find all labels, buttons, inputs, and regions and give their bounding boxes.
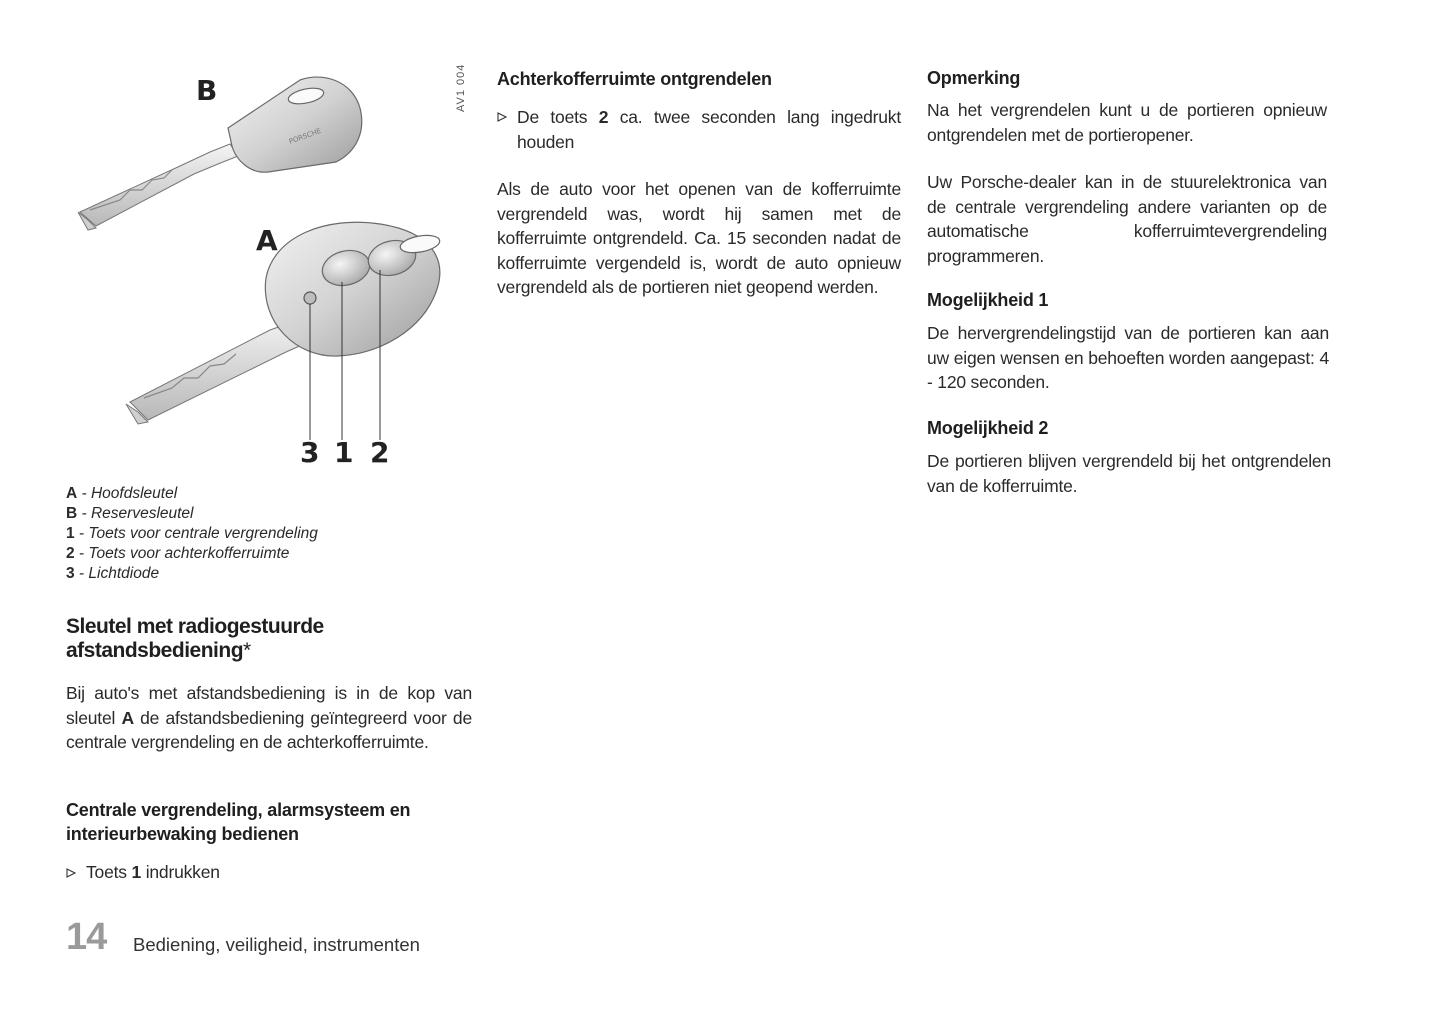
- section-title: Bediening, veiligheid, instrumenten: [133, 934, 420, 955]
- caption-item: B - Reservesleutel: [66, 505, 194, 522]
- option-2-paragraph: De portieren blijven vergrendeld bij het ontgrendelen van de kofferruimte.: [927, 451, 1331, 496]
- dealer-paragraph: Uw Porsche-dealer kan in de stuurelektronica van de centrale vergrendeling andere varianten op de automatische kofferruimtevergrendeling programmeren.: [927, 172, 1327, 266]
- trunk-unlock-paragraph: Als de auto voor het openen van de kofferruimte vergrendeld was, wordt hij samen met de kofferruimte ontgrendeld. Ca. 15 seconden nadat de kofferruimte vergendeld is, wordt de auto opnieuw vergrendeld als de portieren niet geopend werden.: [497, 179, 901, 297]
- caption-item: 1 - Toets voor centrale vergrendeling: [66, 525, 318, 542]
- key-figure: [60, 60, 480, 480]
- figure-captions: [66, 484, 466, 584]
- option-1-paragraph: De hervergrendelingstijd van de portieren kan aan uw eigen wensen en behoeften worden aangepast: 4 - 120 seconden.: [927, 323, 1329, 392]
- caption-item: 3 - Lichtdiode: [66, 565, 160, 582]
- option-1-heading: Mogelijkheid 1: [927, 290, 1049, 310]
- figure-callout-1: 1: [334, 436, 354, 469]
- caption-item: 2 - Toets voor achterkofferruimte: [66, 545, 290, 562]
- figure-callout-2: 2: [370, 436, 390, 469]
- svg-text:PORSCHE: PORSCHE: [287, 126, 323, 146]
- remote-key-paragraph: Bij auto's met afstandsbediening is in de kop van sleutel A de afstandsbediening geïntegreerd voor de centrale vergrendeling en de achterkofferruimte.: [66, 683, 472, 752]
- press-button-1-step: Toets 1 indrukken: [66, 860, 466, 885]
- page-number: 14: [66, 916, 107, 958]
- keys-illustration: [60, 60, 480, 480]
- option-2-heading: Mogelijkheid 2: [927, 418, 1049, 438]
- step-arrow-icon: [497, 112, 507, 122]
- remote-key-title: Sleutel met radiogestuurde afstandsbediening*: [66, 615, 324, 662]
- trunk-unlock-step: De toets 2 ca. twee seconden lang ingedrukt houden: [497, 105, 901, 154]
- reserve-key-b: [78, 77, 362, 230]
- note-paragraph: Na het vergrendelen kunt u de portieren opnieuw ontgrendelen met de portieropener.: [927, 100, 1327, 145]
- figure-callout-3: 3: [300, 436, 320, 469]
- figure-code: AV1 004: [455, 63, 467, 112]
- note-heading: Opmerking: [927, 68, 1021, 88]
- caption-item: A - Hoofdsleutel: [66, 485, 178, 502]
- step-arrow-icon: [66, 868, 76, 878]
- figure-label-b: B: [196, 74, 218, 107]
- central-locking-subtitle: Centrale vergrendeling, alarmsysteem en interieurbewaking bedienen: [66, 800, 411, 844]
- figure-label-a: A: [256, 224, 278, 257]
- main-key-a: [126, 222, 441, 424]
- trunk-unlock-heading: Achterkofferruimte ontgrendelen: [497, 69, 772, 89]
